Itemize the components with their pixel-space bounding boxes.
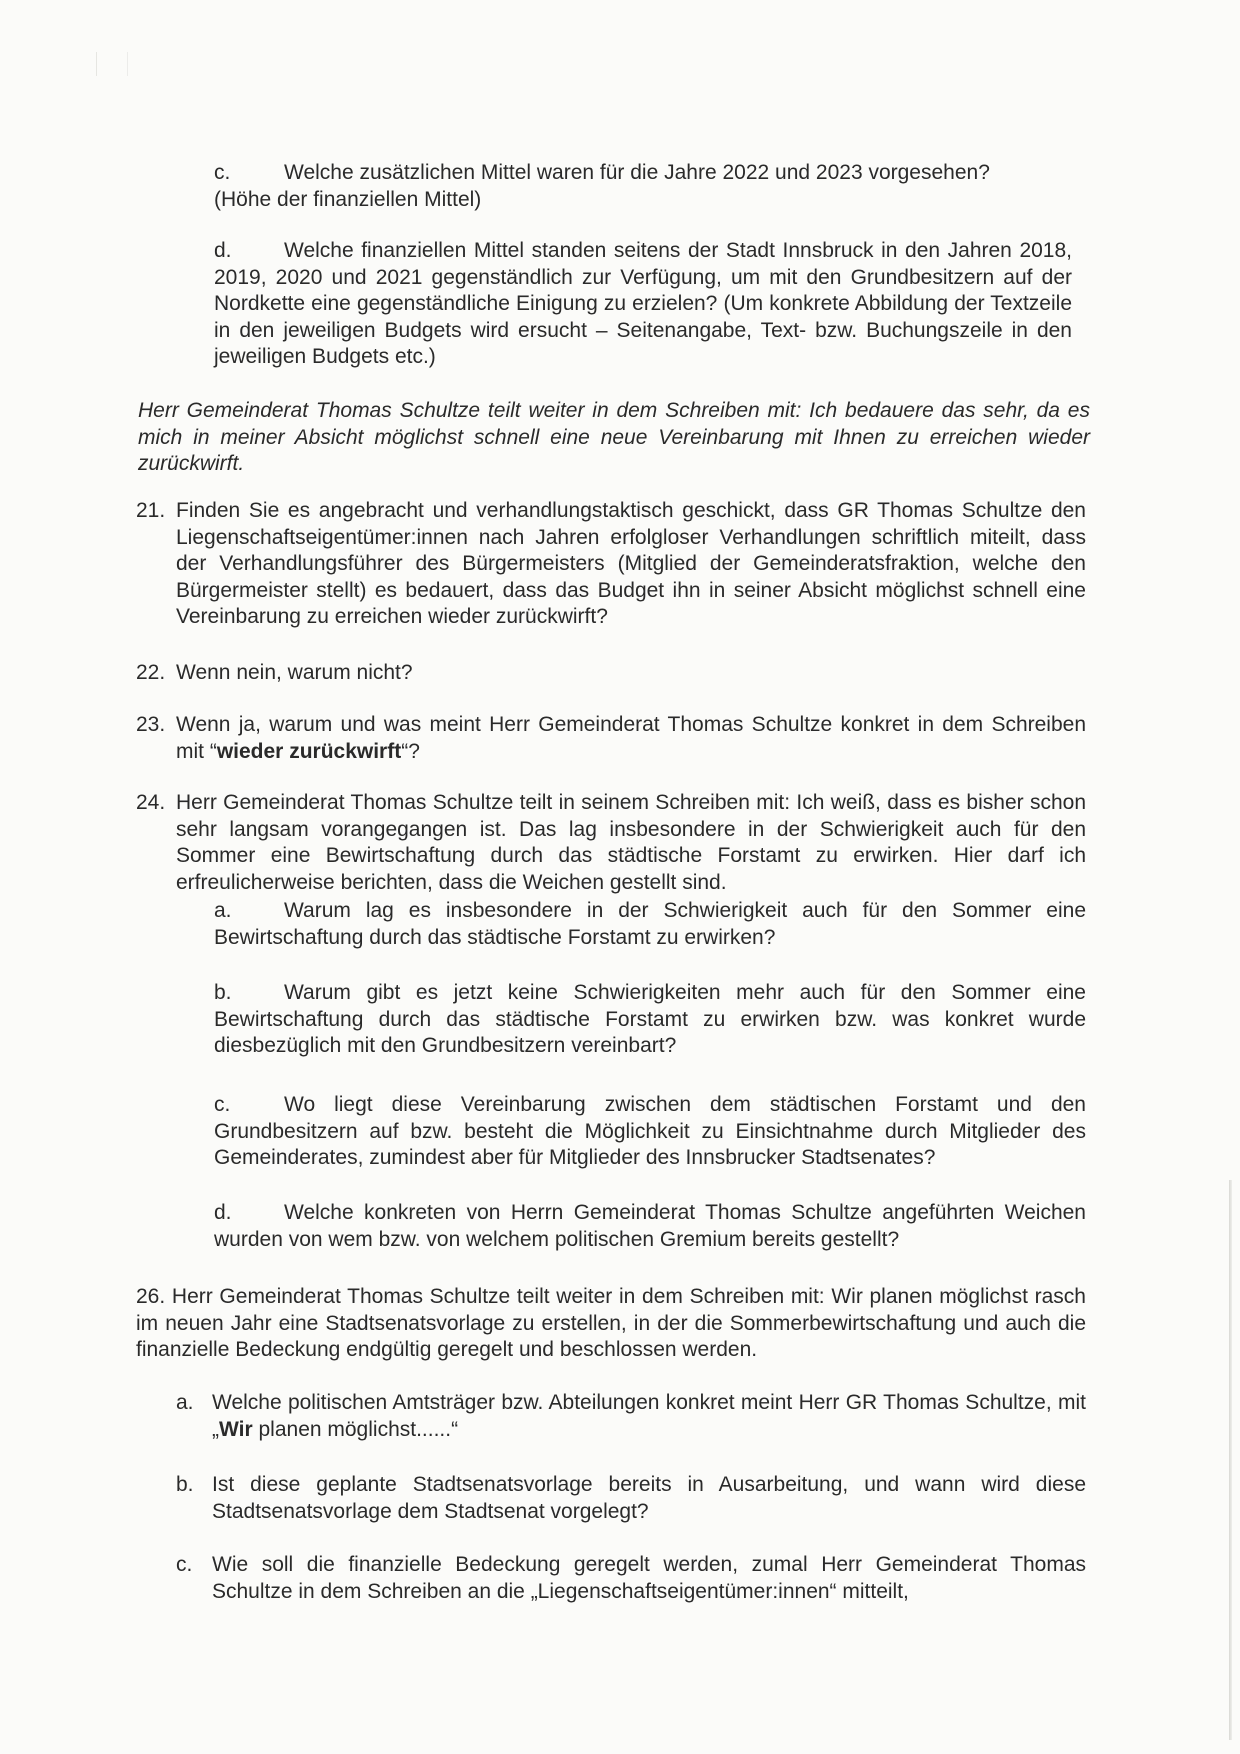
item-d-budget — [214, 238, 1072, 371]
q24-b-text: Warum gibt es jetzt keine Schwierigkeiten mehr auch für den Sommer eine Bewirtschaftung durch das städtische Forstamt zu erwirken bzw. was konkret wurde diesbezüglich mit den Grundbesitzern vereinbart? — [214, 981, 1086, 1057]
q24-a — [214, 898, 1086, 951]
q26-b-text: Ist diese geplante Stadtsenatsvorlage bereits in Ausarbeitung, und wann wird diese Stadtsenatsvorlage dem Stadtsenat vorgelegt? — [212, 1473, 1086, 1523]
scan-artifact — [96, 52, 128, 76]
q24-text: Herr Gemeinderat Thomas Schultze teilt in seinem Schreiben mit: Ich weiß, dass es bisher schon sehr langsam vorangegangen ist. Das lag insbesondere in der Schwierigkeit auch für den Sommer eine Bewirtschaftung durch das städtische Forstamt zu erwirken. Hier darf ich erfreulicherweise berichten, dass die Weichen gestellt sind. — [176, 791, 1086, 894]
q23-text-before: Wenn ja, warum und was meint Herr Gemeinderat Thomas Schultze konkret in dem Schreiben mit — [176, 713, 1086, 763]
q24-a-label: a. — [214, 899, 232, 922]
q24-c-text: Wo liegt diese Vereinbarung zwischen dem städtischen Forstamt und den Grundbesitzern auf bzw. besteht die Möglichkeit zu Einsichtnahme durch Mitglieder des Gemeinderates, zumindest aber für Mitglieder des Innsbrucker Stadtsenates? — [214, 1093, 1086, 1169]
q24-d-label: d. — [214, 1201, 232, 1224]
q21-text: Finden Sie es angebracht und verhandlungstaktisch geschickt, dass GR Thomas Schultze den Liegenschaftseigentümer:innen nach Jahren erfolgloser Verhandlungen schriftlich miteilt, dass der Verhandlungsführer des Bürgermeisters (Mitglied der Gemeinderatsfraktion, welche den Bürgermeister stellt) es bedauert, dass das Budget ihn in seiner Absicht möglichst schnell eine Vereinbarung zu erreichen wieder zurückwirft? — [176, 499, 1086, 628]
q26-c-label: c. — [176, 1553, 193, 1576]
item-c-line2: (Höhe der finanziellen Mittel) — [214, 187, 482, 211]
q26-text — [136, 1284, 1086, 1364]
q23-text — [176, 712, 1086, 765]
q24-a-text: Warum lag es insbesondere in der Schwierigkeit auch für den Sommer eine Bewirtschaftung durch das städtische Forstamt zu erwirken? — [214, 899, 1086, 949]
item-d-rest: 2018, 2019, 2020 und 2021 gegenständlich zur Verfügung, um mit den Grundbesitzern auf der Nordkette eine gegenständliche Einigung zu erzielen? (Um konkrete Abbildung der Textzeile in den jeweiligen Budgets wird ersucht – Seitenangabe, Text- bzw. Buchungszeile in den jeweiligen Budgets etc.) — [214, 239, 1072, 368]
item-c-line1: Welche zusätzlichen Mittel waren für die Jahre 2022 und 2023 vorgesehen? — [284, 161, 990, 184]
q21-number: 21. — [136, 499, 166, 522]
q24-d — [214, 1200, 1086, 1253]
q22-number: 22. — [136, 661, 166, 684]
q26-a-label: a. — [176, 1391, 194, 1414]
q26-b-label: b. — [176, 1473, 194, 1496]
q24-d-text: Welche konkreten von Herrn Gemeinderat Thomas Schultze angeführten Weichen wurden von wem bzw. von welchem politischen Gremium bereits gestellt? — [214, 1201, 1086, 1251]
q26-number: 26. — [136, 1285, 166, 1308]
q24-number: 24. — [136, 791, 166, 814]
q26-a-bold-word: Wir — [219, 1417, 253, 1441]
item-d-line1: Welche finanziellen Mittel standen seitens der Stadt Innsbruck in den Jahren — [284, 239, 1012, 262]
item-d-label: d. — [214, 239, 232, 262]
item-c-2022 — [214, 160, 1064, 213]
q24-b-label: b. — [214, 981, 232, 1004]
q23-bold-phrase: wieder zurückwirft — [216, 739, 402, 763]
q24-c — [214, 1092, 1086, 1172]
q22-text: Wenn nein, warum nicht? — [176, 661, 413, 684]
q26-c-text: Wie soll die finanzielle Bedeckung geregelt werden, zumal Herr Gemeinderat Thomas Schultze in dem Schreiben an die „Liegenschaftseigentümer:innen“ mitteilt, — [212, 1553, 1086, 1603]
q26-a-text — [212, 1390, 1086, 1443]
q23-open-quote: “ — [209, 739, 217, 763]
q26-body: Herr Gemeinderat Thomas Schultze teilt weiter in dem Schreiben mit: Wir planen möglichst rasch im neuen Jahr eine Stadtsenatsvorlage zu erstellen, in der die Sommerbewirtschaftung und auch die finanzielle Bedeckung endgültig geregelt und beschlossen werden. — [136, 1285, 1086, 1361]
q23-number: 23. — [136, 713, 166, 736]
q23-close-quote: “? — [401, 739, 420, 763]
q26-a-text-after: planen möglichst......“ — [252, 1417, 459, 1441]
item-c-label: c. — [214, 161, 231, 184]
scan-edge-shadow — [1229, 1180, 1232, 1740]
q26-a-text-before: Welche politischen Amtsträger bzw. Abteilungen konkret meint Herr GR Thomas Schultze, mit „ — [212, 1391, 1086, 1441]
q24-b — [214, 980, 1086, 1060]
quote-paragraph-1: Herr Gemeinderat Thomas Schultze teilt weiter in dem Schreiben mit: Ich bedauere das sehr, da es mich in meiner Absicht möglichst schnell eine neue Vereinbarung mit Ihnen zu erreichen wieder zurückwirft. — [138, 399, 1090, 475]
q24-c-label: c. — [214, 1093, 231, 1116]
